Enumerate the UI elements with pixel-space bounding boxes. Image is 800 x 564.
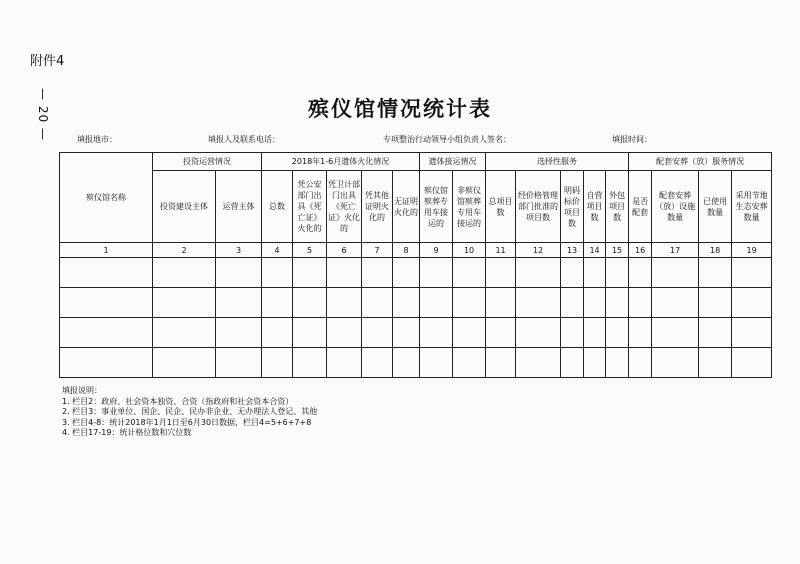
meta-region: 填报地市： [77, 135, 117, 144]
note-item: 4. 栏目17-19：统计格位数和穴位数 [62, 428, 192, 437]
column-number: 17 [652, 243, 699, 258]
column-number: 16 [629, 243, 652, 258]
column-header: 无证明火化的 [393, 171, 420, 243]
meta-contact: 填报人及联系电话： [208, 135, 280, 144]
table-cell[interactable] [362, 258, 393, 288]
table-cell[interactable] [420, 318, 453, 348]
column-number: 15 [606, 243, 629, 258]
table-cell[interactable] [652, 258, 699, 288]
table-cell[interactable] [699, 258, 732, 288]
table-cell[interactable] [561, 318, 584, 348]
table-cell[interactable] [606, 348, 629, 378]
table-cell[interactable] [699, 348, 732, 378]
table-cell[interactable] [652, 288, 699, 318]
table-cell[interactable] [732, 348, 772, 378]
table-cell[interactable] [262, 348, 293, 378]
table-cell[interactable] [453, 288, 486, 318]
table-row [60, 288, 772, 318]
column-header: 外包项目数 [606, 171, 629, 243]
column-number: 19 [732, 243, 772, 258]
table-cell[interactable] [561, 348, 584, 378]
column-number: 4 [262, 243, 293, 258]
column-number: 10 [453, 243, 486, 258]
column-header: 总项目数 [486, 171, 516, 243]
table-cell[interactable] [262, 318, 293, 348]
page-number: — 20 — [36, 88, 50, 141]
column-header: 殡仪馆殡葬专用车接运的 [420, 171, 453, 243]
column-number: 13 [561, 243, 584, 258]
column-number: 12 [516, 243, 561, 258]
table-cell[interactable] [153, 348, 216, 378]
column-header: 投资建设主体 [153, 171, 216, 243]
table-cell[interactable] [60, 318, 153, 348]
table-cell[interactable] [516, 348, 561, 378]
table-cell[interactable] [216, 348, 262, 378]
table-cell[interactable] [293, 288, 327, 318]
table-cell[interactable] [153, 258, 216, 288]
column-header: 配套安葬（放）设施数量 [652, 171, 699, 243]
table-cell[interactable] [293, 318, 327, 348]
table-cell[interactable] [516, 258, 561, 288]
table-cell[interactable] [453, 318, 486, 348]
table-cell[interactable] [393, 258, 420, 288]
meta-date: 填报时间： [612, 135, 652, 144]
column-header: 凭其他证明火化的 [362, 171, 393, 243]
table-cell[interactable] [652, 348, 699, 378]
table-row [60, 258, 772, 288]
table-cell[interactable] [453, 258, 486, 288]
column-number: 11 [486, 243, 516, 258]
column-header: 凭公安部门出具《死亡证》火化的 [293, 171, 327, 243]
group-burial: 配套安葬（放）服务情况 [629, 153, 772, 171]
column-number: 9 [420, 243, 453, 258]
table-cell[interactable] [293, 258, 327, 288]
table-cell[interactable] [584, 318, 606, 348]
meta-leader: 专项整治行动领导小组负责人签名： [383, 135, 511, 144]
table-cell[interactable] [262, 258, 293, 288]
table-cell[interactable] [629, 258, 652, 288]
column-number: 3 [216, 243, 262, 258]
note-item: 3. 栏目4-8：统计2018年1月1日至6月30日数据，栏目4=5+6+7+8 [62, 417, 312, 427]
table-cell[interactable] [486, 258, 516, 288]
table-cell[interactable] [699, 288, 732, 318]
column-number: 18 [699, 243, 732, 258]
column-header: 自营项目数 [584, 171, 606, 243]
table-cell[interactable] [561, 258, 584, 288]
table-cell[interactable] [362, 348, 393, 378]
column-number: 6 [327, 243, 362, 258]
column-number: 7 [362, 243, 393, 258]
table-cell[interactable] [486, 348, 516, 378]
note-item: 1. 栏目2：政府、社会资本独资、合资（指政府和社会资本合资） [62, 396, 294, 406]
table-cell[interactable] [420, 348, 453, 378]
table-cell[interactable] [561, 288, 584, 318]
column-number: 2 [153, 243, 216, 258]
column-header: 已使用数量 [699, 171, 732, 243]
table-cell[interactable] [327, 348, 362, 378]
table-cell[interactable] [327, 318, 362, 348]
column-header: 是否配套 [629, 171, 652, 243]
column-number: 14 [584, 243, 606, 258]
column-header: 非殡仪馆殡葬专用车接运的 [453, 171, 486, 243]
table-cell[interactable] [153, 288, 216, 318]
table-cell[interactable] [393, 318, 420, 348]
column-header: 经价格管理部门批准的项目数 [516, 171, 561, 243]
table-cell[interactable] [60, 348, 153, 378]
table-cell[interactable] [699, 318, 732, 348]
table-cell[interactable] [327, 258, 362, 288]
table-cell[interactable] [584, 288, 606, 318]
column-header: 采用节地生态安葬数量 [732, 171, 772, 243]
table-cell[interactable] [584, 258, 606, 288]
table-cell[interactable] [453, 348, 486, 378]
table-cell[interactable] [606, 318, 629, 348]
table-cell[interactable] [60, 288, 153, 318]
column-header: 运营主体 [216, 171, 262, 243]
notes-heading: 填报说明： [62, 386, 102, 395]
table-cell[interactable] [362, 288, 393, 318]
page-title: 殡仪馆情况统计表 [308, 96, 492, 121]
group-cremation: 2018年1-6月遗体火化情况 [262, 153, 420, 171]
table-cell[interactable] [486, 288, 516, 318]
table-cell[interactable] [516, 318, 561, 348]
group-optional: 选择性服务 [486, 153, 629, 171]
table-cell[interactable] [362, 318, 393, 348]
column-header: 总数 [262, 171, 293, 243]
attachment-label: 附件4 [30, 54, 65, 69]
table-cell[interactable] [216, 258, 262, 288]
table-cell[interactable] [732, 318, 772, 348]
table-cell[interactable] [420, 258, 453, 288]
column-number: 1 [60, 243, 153, 258]
table-cell[interactable] [393, 288, 420, 318]
table-row [60, 318, 772, 348]
table-cell[interactable] [652, 318, 699, 348]
table-cell[interactable] [606, 258, 629, 288]
table-cell[interactable] [516, 288, 561, 318]
note-item: 2. 栏目3：事业单位、国企、民企、民办非企业、无办理法人登记、其他 [62, 407, 318, 416]
table-cell[interactable] [584, 348, 606, 378]
table-cell[interactable] [153, 318, 216, 348]
header-name: 殡仪馆名称 [60, 153, 153, 243]
table-cell[interactable] [60, 258, 153, 288]
table-cell[interactable] [629, 288, 652, 318]
table-cell[interactable] [420, 288, 453, 318]
group-investment: 投资运营情况 [153, 153, 262, 171]
table-cell[interactable] [293, 348, 327, 378]
group-transport: 遗体接运情况 [420, 153, 486, 171]
table-cell[interactable] [216, 318, 262, 348]
table-cell[interactable] [327, 288, 362, 318]
column-header: 明码标价项目数 [561, 171, 584, 243]
notes [62, 386, 317, 439]
table-cell[interactable] [262, 288, 293, 318]
column-number: 8 [393, 243, 420, 258]
table-row [60, 348, 772, 378]
column-number: 5 [293, 243, 327, 258]
table-cell[interactable] [629, 318, 652, 348]
statistics-table [59, 152, 772, 378]
table-cell[interactable] [216, 288, 262, 318]
table-cell[interactable] [732, 288, 772, 318]
table-cell[interactable] [629, 348, 652, 378]
table-cell[interactable] [606, 288, 629, 318]
table-cell[interactable] [486, 318, 516, 348]
column-header: 凭卫计部门出具《死亡证》火化的 [327, 171, 362, 243]
table-cell[interactable] [732, 258, 772, 288]
table-cell[interactable] [393, 348, 420, 378]
